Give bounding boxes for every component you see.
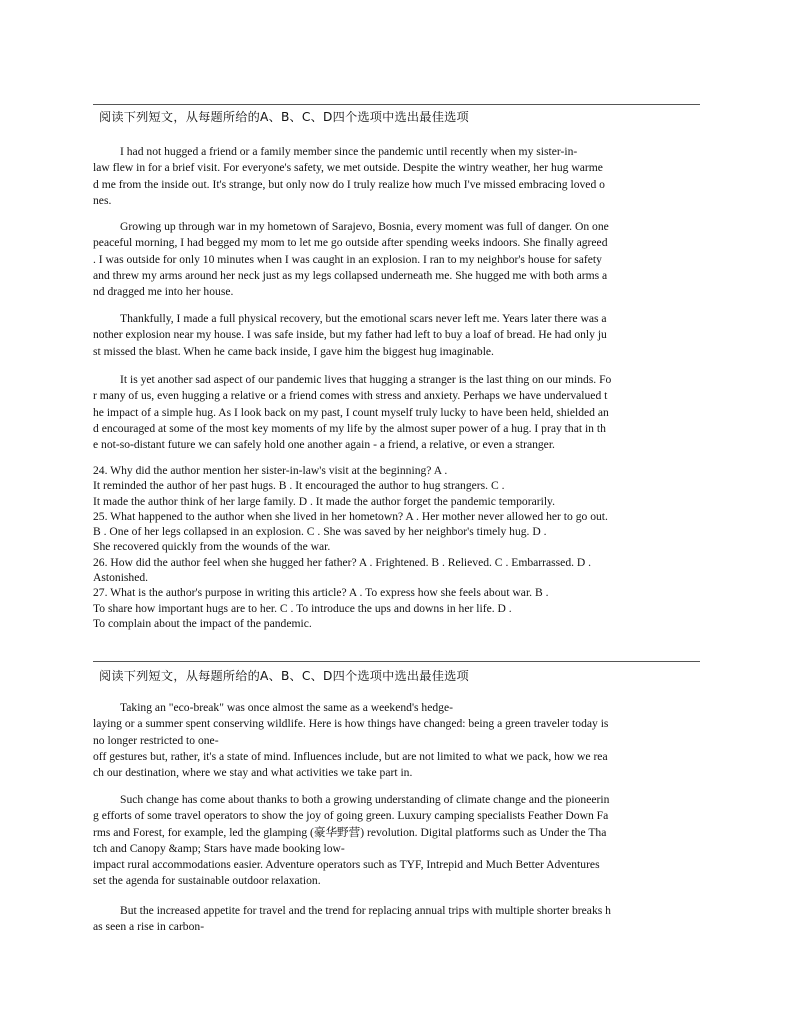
text-line: off gestures but, rather, it's a state of mind. Influences include, but are not limited to what we pack, how we rea [93,749,608,763]
top-divider [93,104,700,105]
question-line: 25. What happened to the author when she lived in her hometown? A . Her mother never allowed her to go out. [93,509,608,523]
text-line: Growing up through war in my hometown of Sarajevo, Bosnia, every moment was full of danger. On one [120,220,609,233]
text-line: ch our destination, where we stay and what activities we take part in. [93,766,413,780]
text-line: no longer restricted to one- [93,733,219,747]
text-line: g efforts of some travel operators to show the joy of going green. Luxury camping specialists Feather Down Fa [93,809,609,823]
question-line: 24. Why did the author mention her sister-in-law's visit at the beginning? A . [93,464,448,477]
question-line: 26. How did the author feel when she hugged her father? A . Frightened. B . Relieved. C . Embarrassed. D . [93,555,592,569]
passage-1-paragraph-4 [93,372,700,453]
passage-1-paragraph-3 [93,311,700,360]
text-line: laying or a summer spent conserving wildlife. Here is how things have changed: being a green traveler today is [93,717,609,731]
text-line: and threw my arms around her neck just as my legs collapsed underneath me. She hugged me with both arms a [93,268,608,282]
text-line: nd dragged me into her house. [93,285,234,299]
text-line: st missed the blast. When he came back inside, I gave him the biggest hug imaginable. [93,344,494,358]
text-line: Such change has come about thanks to both a growing understanding of climate change and the pioneerin [120,793,610,806]
passage-1-paragraph-1 [93,144,700,209]
passage-2-paragraph-3 [93,903,700,936]
text-line: rms and Forest, for example, led the glamping (豪华野营) revolution. Digital platforms such as Under the Tha [93,825,607,839]
text-line: as seen a rise in carbon- [93,920,205,934]
text-line: I had not hugged a friend or a family member since the pandemic until recently when my sister-in- [120,145,578,158]
text-line: d me from the inside out. It's strange, but only now do I truly realize how much I've missed embracing loved o [93,177,605,191]
text-line: law flew in for a brief visit. For everyone's safety, we met outside. Despite the wintry weather, her hug warme [93,161,603,175]
text-line: nes. [93,193,112,207]
text-line: d encouraged at some of the most key moments of my life by the almost super power of a hug. I pray that in th [93,421,606,435]
question-line: Astonished. [93,571,149,585]
question-line: B . One of her legs collapsed in an explosion. C . She was saved by her neighbor's timely hug. D . [93,525,547,539]
text-line: he impact of a simple hug. As I look back on my past, I count myself truly lucky to have been held, shielded an [93,405,609,419]
section-divider [93,661,700,662]
text-line: peaceful morning, I had begged my mom to let me go outside after spending weeks indoors. She finally agreed [93,236,608,250]
question-line: 27. What is the author's purpose in writing this article? A . To express how she feels about war. B . [93,586,549,600]
question-line: It reminded the author of her past hugs. B . It encouraged the author to hug strangers. C . [93,479,505,493]
text-line: Thankfully, I made a full physical recovery, but the emotional scars never left me. Years later there was a [120,312,607,325]
passage-2-paragraph-2 [93,792,700,890]
text-line: e not-so-distant future we can safely hold one another again - a friend, a relative, or even a stranger. [93,438,555,452]
question-line: She recovered quickly from the wounds of the war. [93,540,331,554]
text-line: impact rural accommodations easier. Adventure operators such as TYF, Intrepid and Much Better Adventures [93,858,600,872]
question-line: To complain about the impact of the pandemic. [93,616,312,630]
text-line: tch and Canopy &amp; Stars have made booking low- [93,841,345,855]
text-line: r many of us, even hugging a relative or a friend comes with stress and anxiety. Perhaps we have undervalued t [93,389,608,403]
question-line: To share how important hugs are to her. C . To introduce the ups and downs in her life. D . [93,601,512,615]
text-line: It is yet another sad aspect of our pandemic lives that hugging a stranger is the last thing on our minds. Fo [120,373,612,386]
section-2-heading: 阅读下列短文，从每题所给的A、B、C、D四个选项中选出最佳选项 [99,669,469,683]
text-line: Taking an "eco-break" was once almost the same as a weekend's hedge- [120,701,453,714]
text-line: nother explosion near my house. I was safe inside, but my father had left to buy a loaf of bread. He had only ju [93,328,607,342]
question-line: It made the author think of her large family. D . It made the author forget the pandemic temporarily. [93,494,555,508]
passage-1-paragraph-2 [93,219,700,300]
section-1-heading: 阅读下列短文，从每题所给的A、B、C、D四个选项中选出最佳选项 [99,110,469,124]
text-line: set the agenda for sustainable outdoor relaxation. [93,874,321,888]
text-line: But the increased appetite for travel and the trend for replacing annual trips with multiple shorter breaks h [120,904,611,917]
questions-24-27 [93,463,700,631]
text-line: . I was outside for only 10 minutes when I was caught in an explosion. I ran to my neighbor's house for safety [93,252,602,266]
passage-2-paragraph-1 [93,700,700,781]
